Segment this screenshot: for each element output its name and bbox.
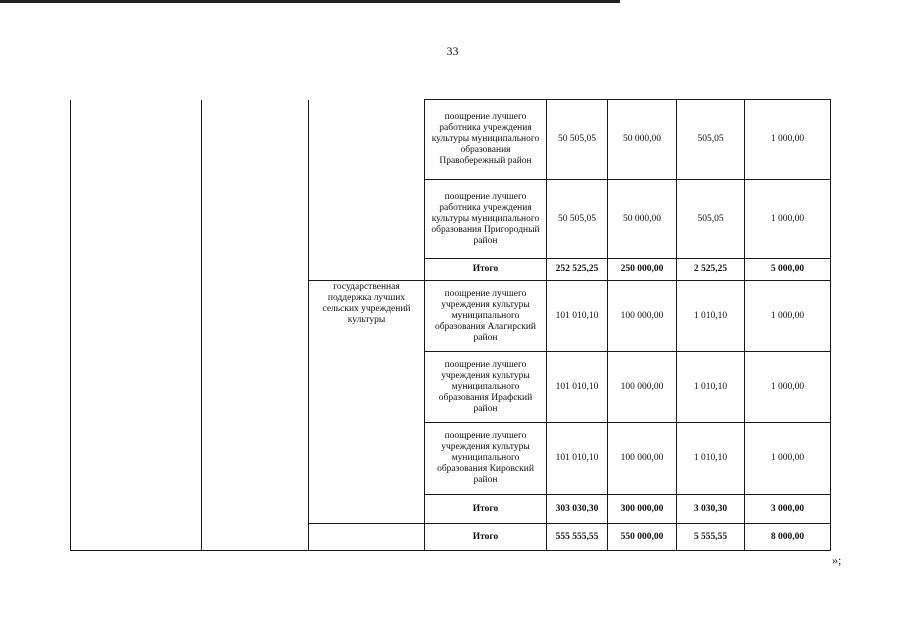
total-label: Итого [425,495,547,524]
blank-cell [71,100,202,551]
value-cell: 101 010,10 [547,423,608,495]
value-cell: 1 010,10 [677,352,745,423]
value-cell: 3 030,30 [677,495,745,524]
blank-cell [202,100,309,551]
value-cell: 1 000,00 [745,352,831,423]
row-description: поощрение лучшего работника учреждения культуры муниципального образования Пригородный район [425,180,547,259]
value-cell: 555 555,55 [547,524,608,551]
blank-cell [309,100,425,281]
value-cell: 50 000,00 [608,100,677,180]
row-description: поощрение лучшего работника учреждения культуры муниципального образования Правобережный район [425,100,547,180]
row-description: поощрение лучшего учреждения культуры муниципального образования Ирафский район [425,352,547,423]
budget-table [70,99,831,551]
value-cell: 50 000,00 [608,180,677,259]
value-cell: 50 505,05 [547,180,608,259]
value-cell: 101 010,10 [547,352,608,423]
value-cell: 252 525,25 [547,259,608,281]
value-cell: 300 000,00 [608,495,677,524]
page-number: 33 [446,44,459,58]
value-cell: 100 000,00 [608,423,677,495]
category-cell: государственная поддержка лучших сельских учреждений культуры [309,281,425,524]
value-cell: 1 000,00 [745,281,831,352]
value-cell: 8 000,00 [745,524,831,551]
value-cell: 2 525,25 [677,259,745,281]
value-cell: 1 000,00 [745,100,831,180]
value-cell: 505,05 [677,180,745,259]
table-row [71,100,831,180]
value-cell: 1 010,10 [677,423,745,495]
closing-quote-mark: »; [832,553,842,567]
value-cell: 1 000,00 [745,180,831,259]
value-cell: 1 010,10 [677,281,745,352]
value-cell: 101 010,10 [547,281,608,352]
value-cell: 250 000,00 [608,259,677,281]
value-cell: 100 000,00 [608,352,677,423]
blank-cell [309,524,425,551]
value-cell: 50 505,05 [547,100,608,180]
total-label: Итого [425,259,547,281]
row-description: поощрение лучшего учреждения культуры муниципального образования Алагирский район [425,281,547,352]
value-cell: 5 555,55 [677,524,745,551]
value-cell: 550 000,00 [608,524,677,551]
value-cell: 5 000,00 [745,259,831,281]
value-cell: 3 000,00 [745,495,831,524]
value-cell: 505,05 [677,100,745,180]
value-cell: 100 000,00 [608,281,677,352]
value-cell: 303 030,30 [547,495,608,524]
total-label: Итого [425,524,547,551]
row-description: поощрение лучшего учреждения культуры муниципального образования Кировский район [425,423,547,495]
value-cell: 1 000,00 [745,423,831,495]
scan-top-edge-line [0,0,620,3]
